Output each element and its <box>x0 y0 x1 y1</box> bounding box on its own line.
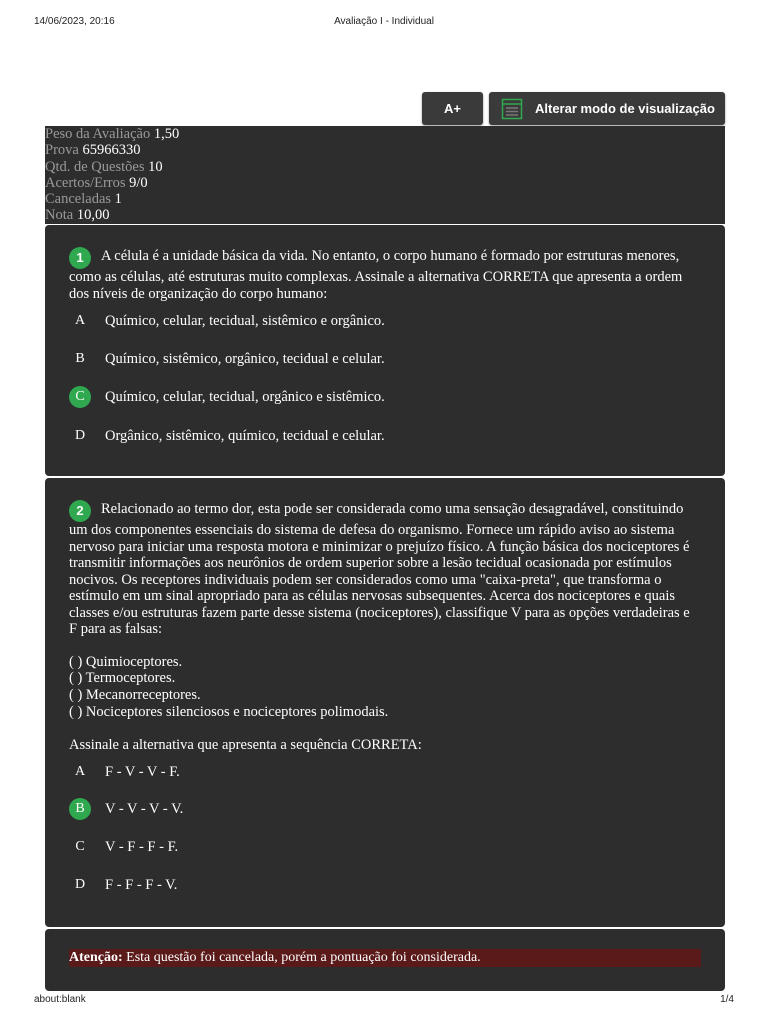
change-view-mode-label: Alterar modo de visualização <box>535 101 715 116</box>
option-text: V - V - V - V. <box>105 800 184 817</box>
print-header <box>0 16 768 32</box>
option-text: Químico, celular, tecidual, sistêmico e orgânico. <box>105 312 385 329</box>
summary-row: Nota 10,00 <box>45 207 110 224</box>
change-view-mode-button[interactable] <box>489 92 725 125</box>
option-text: Orgânico, sistêmico, químico, tecidual e celular. <box>105 427 385 444</box>
question-text: 2 Relacionado ao termo dor, esta pode ser considerada como uma sensação desagradável, constituindo um dos componentes essenciais do sistema de defesa do organismo. Fornece um rápido aviso ao sistema nervoso para iniciar uma resposta motora e minimizar o prejuízo físico. A função básica dos nociceptores é transmitir informações aos neurônios de ordem superior sobre a lesão tecidual ocasionada por estímulos nocivos. Os receptores individuais podem ser considerados como uma "caixa-preta", que transforma o estímulo em um sinal apropriado para as células nervosas subsequentes. Acerca dos nociceptores e quais classes e/ou estruturas fazem parte desse sistema (nociceptores), classifique V para as opções verdadeiras e F para as falsas: <box>69 500 690 637</box>
print-page-number: 1/4 <box>720 994 734 1005</box>
option-letter: B <box>75 351 85 366</box>
summary-row: Peso da Avaliação 1,50 <box>45 126 180 142</box>
option-a[interactable] <box>69 761 180 783</box>
statement-item: ( ) Termoceptores. <box>69 670 176 686</box>
option-d[interactable] <box>69 425 385 447</box>
option-b[interactable] <box>69 348 385 370</box>
option-c[interactable] <box>69 386 385 408</box>
statement-item: ( ) Nociceptores silenciosos e nociceptores polimodais. <box>69 704 389 720</box>
question-number-badge: 2 <box>69 500 91 522</box>
option-text: F - V - V - F. <box>105 763 180 780</box>
option-letter-correct: C <box>69 386 91 408</box>
option-d[interactable] <box>69 874 177 896</box>
question-number-badge: 1 <box>69 247 91 269</box>
summary-row: Prova 65966330 <box>45 142 141 159</box>
option-text: Químico, sistêmico, orgânico, tecidual e celular. <box>105 350 385 367</box>
option-text: Químico, celular, tecidual, orgânico e sistêmico. <box>105 388 385 405</box>
notice-label: Atenção: <box>69 950 123 965</box>
option-letter-correct: B <box>69 798 91 820</box>
option-letter: A <box>74 313 86 328</box>
increase-font-button[interactable]: A+ <box>422 92 483 125</box>
question-prompt: Assinale a alternativa que apresenta a sequência CORRETA: <box>69 737 422 753</box>
layout-icon <box>501 98 523 120</box>
question-card-1 <box>45 225 725 476</box>
option-letter: D <box>74 428 86 443</box>
option-c[interactable] <box>69 836 178 858</box>
question-text: 1 A célula é a unidade básica da vida. No entanto, o corpo humano é formado por estruturas menores, como as células, até estruturas muito complexas. Assinale a alternativa CORRETA que apresenta a ordem dos níveis de organização do corpo humano: <box>69 247 683 302</box>
exam-summary <box>45 126 725 224</box>
option-a[interactable] <box>69 310 385 332</box>
option-text: F - F - F - V. <box>105 876 178 893</box>
summary-row: Canceladas 1 <box>45 191 122 208</box>
print-date: 14/06/2023, 20:16 <box>34 16 115 27</box>
print-url: about:blank <box>34 994 86 1005</box>
notice-text: Esta questão foi cancelada, porém a pontuação foi considerada. <box>126 950 481 965</box>
print-title: Avaliação I - Individual <box>334 16 434 27</box>
option-letter: D <box>74 877 86 892</box>
option-letter: C <box>75 839 85 854</box>
print-footer <box>0 994 768 1010</box>
question-card-2 <box>45 478 725 927</box>
option-text: V - F - F - F. <box>105 838 179 855</box>
option-letter: A <box>74 764 86 779</box>
statement-item: ( ) Mecanorreceptores. <box>69 687 201 703</box>
option-b[interactable] <box>69 798 183 820</box>
summary-row: Qtd. de Questões 10 <box>45 158 163 175</box>
statement-item: ( ) Quimioceptores. <box>69 654 183 670</box>
notice-card <box>45 929 725 991</box>
summary-row: Acertos/Erros 9/0 <box>45 174 148 191</box>
cancelled-question-notice <box>69 949 701 967</box>
